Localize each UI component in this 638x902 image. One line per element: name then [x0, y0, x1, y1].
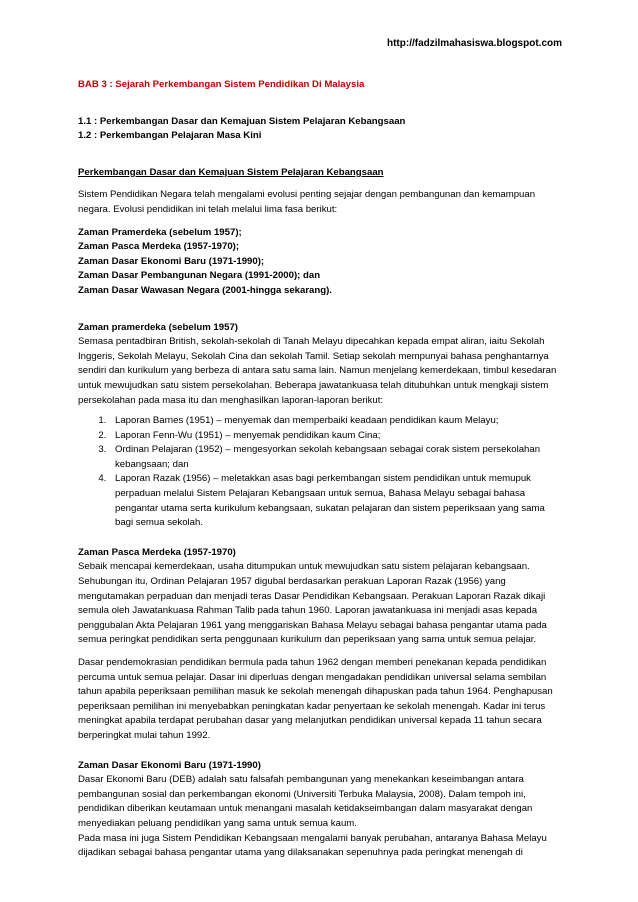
deb-heading: Zaman Dasar Ekonomi Baru (1971-1990) [78, 759, 261, 771]
report-item: 1. Laporan Barnes (1951) – menyemak dan memperbaiki keadaan pendidikan kaum Melayu; [109, 414, 562, 429]
section-heading: Perkembangan Dasar dan Kemajuan Sistem Pelajaran Kebangsaan [78, 166, 384, 178]
deb-para-1: Dasar Ekonomi Baru (DEB) adalah satu falsafah pembangunan yang menekankan keseimbangan antara pembangunan sosial dan perkembangan ekonomi (Universiti Terbuka Malaysia, 2008). Dalam tempoh ini, pendidikan diberikan keutamaan untuk menangani masalah ketidakseimbangan dalam masyarakat dengan menyediakan peluang pendidikan yang sama untuk semua kaum. [78, 774, 533, 829]
pasca-merdeka-para-1: Sebaik mencapai kemerdekaan, usaha ditumpukan untuk mewujudkan satu sistem pelajaran kebangsaan. Sehubungan itu, Ordinan Pelajaran 1957 digubal berdasarkan perakuan Laporan Razak (1956) yang mengutamakan perpaduan dan menjadi teras Dasar Pendidikan Kebangsaan. Perakuan Laporan Razak dikaji semula oleh Jawatankuasa Rahman Talib pada tahun 1960. Laporan jawatankuasa ini menjadi asas kepada penggubalan Akta Pelajaran 1961 yang menggariskan Bahasa Melayu sebagai bahasa pengantar utama pada semua peringkat pendidikan serta penggunaan kurikulum dan peperiksaan yang sama untuk semua pelajar. [78, 561, 547, 646]
phase-item: Zaman Pramerdeka (sebelum 1957); [78, 226, 242, 238]
intro-paragraph: Sistem Pendidikan Negara telah mengalami evolusi penting sejajar dengan pembangunan dan kemampuan negara. Evolusi pendidikan ini telah melalui lima fasa berikut: [78, 189, 536, 215]
subtopic-1: 1.1 : Perkembangan Dasar dan Kemajuan Sistem Pelajaran Kebangsaan [78, 115, 406, 127]
phase-item: Zaman Dasar Ekonomi Baru (1971-1990); [78, 255, 265, 267]
chapter-title: BAB 3 : Sejarah Perkembangan Sistem Pendidikan Di Malaysia [78, 79, 365, 90]
report-item: 2. Laporan Fenn-Wu (1951) – menyemak pendidikan kaum Cina; [109, 429, 562, 444]
pasca-merdeka-para-2: Dasar pendemokrasian pendidikan bermula pada tahun 1962 dengan memberi penekanan kepada pendidikan percuma untuk semua pelajar. Dasar ini diperluas dengan mengadakan pendidikan universal selama sembilan tahun apabila peperiksaan pemilihan masuk ke sekolah menengah dihapuskan pada tahun 1964. Penghapusan peperiksaan pemilihan ini menyebabkan peningkatan kadar penyertaan ke sekolah menengah. Kadar ini terus meningkat apabila terdapat perubahan dasar yang melanjutkan pendidikan universal kepada 11 tahun secara berperingkat mulai tahun 1992. [78, 657, 553, 741]
report-item: 3. Ordinan Pelajaran (1952) – mengesyorkan sekolah kebangsaan sebagai corak sistem persekolahan kebangsaan; dan [109, 443, 562, 472]
phase-list [78, 226, 562, 299]
pasca-merdeka-heading: Zaman Pasca Merdeka (1957-1970) [78, 546, 236, 558]
header-url: http://fadzilmahasiswa.blogspot.com [386, 38, 562, 49]
report-item: 4. Laporan Razak (1956) – meletakkan asas bagi perkembangan sistem pendidikan untuk memupuk perpaduan melalui Sistem Pelajaran Kebangsaan untuk semua, Bahasa Melayu sebagai bahasa pengantar utama serta kurikulum kebangsaan, sukatan pelajaran dan sistem peperiksaan yang sama bagi semua sekolah. [109, 472, 562, 530]
phase-item: Zaman Dasar Wawasan Negara (2001-hingga sekarang). [78, 284, 332, 296]
phase-item: Zaman Dasar Pembangunan Negara (1991-2000); dan [78, 270, 321, 282]
pramerdeka-heading: Zaman pramerdeka (sebelum 1957) [78, 321, 238, 333]
subtopic-2: 1.2 : Perkembangan Pelajaran Masa Kini [78, 130, 262, 142]
deb-para-2: Pada masa ini juga Sistem Pendidikan Kebangsaan mengalami banyak perubahan, antaranya Bahasa Melayu dijadikan sebagai bahasa pengantar utama yang dilaksanakan sepenuhnya pada peringkat menengah di [78, 832, 547, 859]
phase-item: Zaman Pasca Merdeka (1957-1970); [78, 241, 240, 253]
pramerdeka-body: Semasa pentadbiran British, sekolah-sekolah di Tanah Melayu dipecahkan kepada empat aliran, iaitu Sekolah Inggeris, Sekolah Melayu, Sekolah Cina dan sekolah Tamil. Setiap sekolah mempunyai bahasa penghantarnya sendiri dan kurikulum yang berbeza di antara satu sama lain. Namun menjelang kemerdekaan, timbul kesedaran untuk mewujudkan satu sistem persekolahan. Beberapa jawatankuasa telah ditubuhkan untuk mengkaji sistem persekolahan pada masa itu dan menghasilkan laporan-laporan berikut: [78, 336, 557, 406]
report-list [78, 414, 562, 531]
document-body [78, 78, 562, 861]
